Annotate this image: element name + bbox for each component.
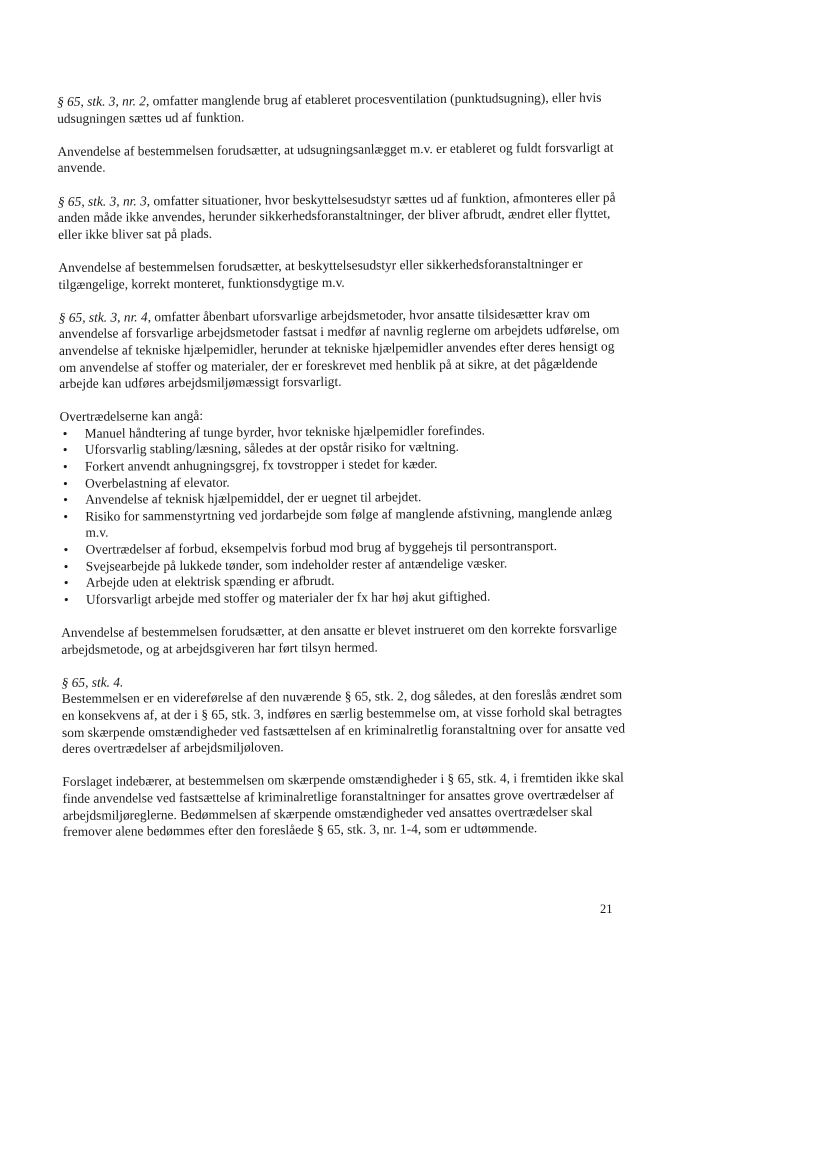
paragraph-nr2-condition: Anvendelse af bestemmelsen forudsætter, at udsugningsanlægget m.v. er etableret og fuldt forsvarligt at anvende. (57, 139, 614, 176)
list-item: • Svejsearbejde på lukkede tønder, som indeholder rester af antændelige væsker. (61, 554, 626, 575)
document-body (57, 90, 628, 858)
paragraph-text: omfatter manglende brug af etableret procesventilation (punktudsugning), eller hvis udsugningen sættes ud af funktion. (57, 89, 602, 126)
section-reference: § 65, stk. 4. (61, 674, 124, 690)
section-reference: § 65, stk. 3, nr. 4, (58, 308, 152, 325)
list-item: • Risiko for sammenstyrtning ved jordarbejde som følge af manglende afstivning, manglende anlæg m.v. (60, 504, 625, 542)
list-item: • Forkert anvendt anhugningsgrej, fx tovstropper i stedet for kæder. (60, 455, 625, 476)
paragraph-nr3-condition: Anvendelse af bestemmelsen forudsætter, at beskyttelsesudstyr eller sikkerhedsforanstaltninger er tilgængelige, korrekt monteret, funktionsdygtige m.v. (58, 255, 583, 292)
paragraph-nr2 (57, 90, 622, 128)
list-item: • Overtrædelser af forbud, eksempelvis forbud mod brug af byggehejs til persontransport. (61, 538, 626, 559)
paragraph-text: omfatter åbenbart uforsvarlige arbejdsmetoder, hvor ansatte tilsidesætter krav om anvendelse af forsvarlige arbejdsmetoder fastsat i medfør af navnlig reglerne om arbejdets udførelse, om anvendelse af tekniske hjælpemidler, herunder at tekniske hjælpemidler anvendes efter deres hensigt og om anvendelse af stoffer og materialer, der er foreskrevet med henblik på at sikre, at det pågældende arbejde kan udføres arbejdsmiljømæssigt forsvarligt. (58, 305, 620, 392)
paragraph-nr3 (58, 189, 623, 243)
list-item: • Overbelastning af elevator. (60, 471, 625, 492)
list-item: • Anvendelse af teknisk hjælpemiddel, der er uegnet til arbejdet. (60, 488, 625, 509)
page-number: 21 (600, 902, 613, 916)
paragraph-text: omfatter situationer, hvor beskyttelsesudstyr sættes ud af funktion, afmonteres eller på anden måde ikke anvendes, herunder sikkerhedsforanstaltninger, der bliver afbrudt, ændret eller flyttet, eller ikke bliver sat på plads. (57, 189, 616, 242)
paragraph-nr4 (59, 305, 625, 392)
paragraph-text: Bestemmelsen er en videreførelse af den nuværende § 65, stk. 2, dog således, at den foreslås ændret som en konsekvens af, at der i § 65, stk. 3, indføres en særlig bestemmelse om, at visse forhold skal betragtes som skærpende omstændigheder ved fastsættelsen af en kriminalretlig foranstaltning over for ansatte ved deres overtrædelser af arbejdsmiljøloven. (61, 686, 626, 757)
violations-list-intro: Overtrædelserne kan angå: (59, 408, 204, 425)
paragraph-nr4-condition: Anvendelse af bestemmelsen forudsætter, at den ansatte er blevet instrueret om den korrekte forsvarlige arbejdsmetode, og at arbejdsgiveren har ført tilsyn hermed. (61, 620, 617, 657)
list-item: • Uforsvarligt arbejde med stoffer og materialer der fx har høj akut giftighed. (61, 587, 626, 608)
violations-list (60, 421, 626, 608)
list-item: • Uforsvarlig stabling/læsning, således at der opstår risiko for væltning. (60, 438, 625, 459)
paragraph-proposal: Forslaget indebærer, at bestemmelsen om skærpende omstændigheder i § 65, stk. 4, i fremtiden ikke skal finde anvendelse ved fastsættelse af kriminalretlige foranstaltninger for ansattes grove overtrædelser af arbejdsmiljøreglerne. Bedømmelsen af skærpende omstændigheder ved ansattes overtrædelser skal fremover alene bedømmes efter den foreslåede § 65, stk. 3, nr. 1-4, som er udtømmende. (62, 769, 624, 840)
list-item: • Manuel håndtering af tunge byrder, hvor tekniske hjælpemidler forefindes. (60, 421, 625, 442)
paragraph-stk4 (62, 670, 628, 757)
list-item: • Arbejde uden at elektrisk spænding er afbrudt. (61, 571, 626, 592)
section-reference: § 65, stk. 3, nr. 2, (57, 93, 150, 109)
section-reference: § 65, stk. 3, nr. 3, (57, 192, 151, 209)
